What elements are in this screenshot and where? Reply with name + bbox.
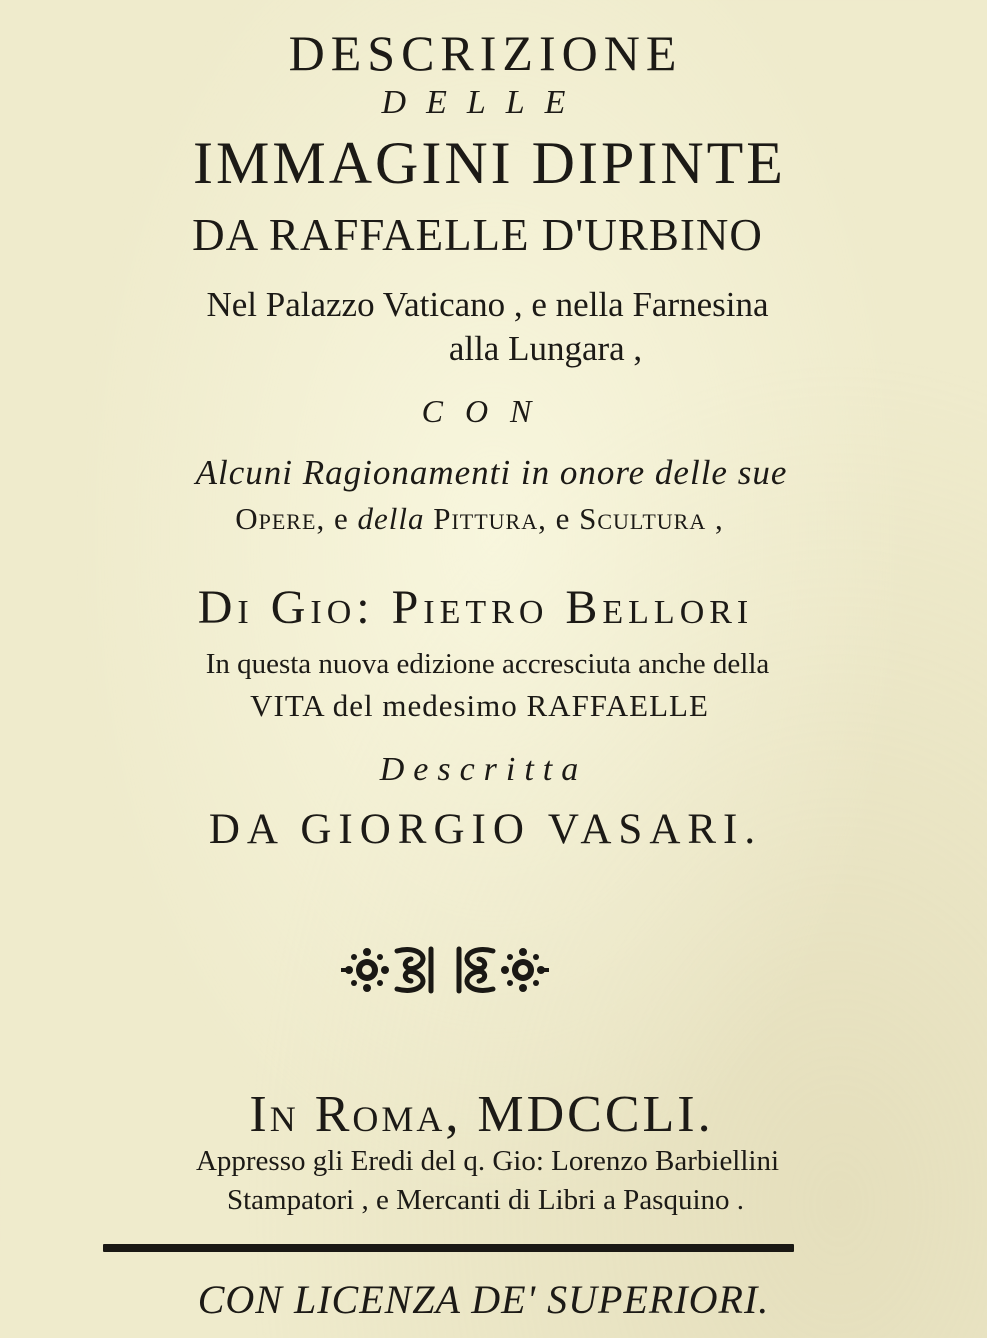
edition-vita: VITA bbox=[250, 688, 324, 723]
subtitle-opere: Opere bbox=[235, 501, 317, 536]
subtitle-end: , bbox=[706, 501, 724, 536]
subtitle-della: della bbox=[357, 501, 425, 536]
thick-rule-divider bbox=[103, 1244, 794, 1252]
location-line-lungara: alla Lungara , bbox=[448, 329, 643, 368]
location-line-palazzo: Nel Palazzo Vaticano , e nella Farnesina bbox=[206, 285, 769, 324]
imprint-printer-line-2: Stampatori , e Mercanti di Libri a Pasquino . bbox=[226, 1184, 745, 1216]
con-line: CON bbox=[421, 393, 554, 429]
imprint-place-date: In Roma, MDCCLI. bbox=[249, 1086, 714, 1143]
vita-line bbox=[0, 690, 973, 721]
descritta-line: Descritta bbox=[379, 751, 588, 788]
subtitle-sep-2: , e bbox=[538, 501, 580, 536]
vasari-line: DA GIORGIO VASARI. bbox=[208, 806, 763, 853]
title-line-immagini-dipinte: IMMAGINI DIPINTE bbox=[193, 130, 786, 196]
ornament-scroll-right bbox=[459, 949, 493, 991]
floral-printers-ornament-icon bbox=[339, 937, 551, 1003]
edition-raffaelle: RAFFAELLE bbox=[526, 688, 709, 723]
title-line-descrizione: DESCRIZIONE bbox=[288, 25, 683, 81]
subtitle-line-opere bbox=[0, 503, 973, 534]
title-line-raffaelle: DA RAFFAELLE D'URBINO bbox=[192, 210, 763, 260]
ornament-scroll-left bbox=[397, 949, 431, 991]
subtitle-pittura: Pittura bbox=[433, 501, 539, 536]
edition-line: In questa nuova edizione accresciuta anche della bbox=[205, 648, 770, 680]
imprint-printer-line-1: Appresso gli Eredi del q. Gio: Lorenzo Barbiellini bbox=[195, 1145, 780, 1177]
subtitle-line-ragionamenti: Alcuni Ragionamenti in onore delle sue bbox=[195, 453, 788, 492]
ornament-rosette-left bbox=[341, 948, 389, 992]
ornament-rosette-right bbox=[501, 948, 549, 992]
edition-del: del medesimo bbox=[323, 688, 527, 723]
author-line: Di Gio: Pietro Bellori bbox=[197, 581, 754, 634]
license-line: CON LICENZA DE' SUPERIORI. bbox=[197, 1277, 770, 1322]
title-line-delle: DELLE bbox=[381, 84, 586, 121]
subtitle-scultura: Scultura bbox=[579, 501, 707, 536]
subtitle-sep-1: , e bbox=[316, 501, 358, 536]
